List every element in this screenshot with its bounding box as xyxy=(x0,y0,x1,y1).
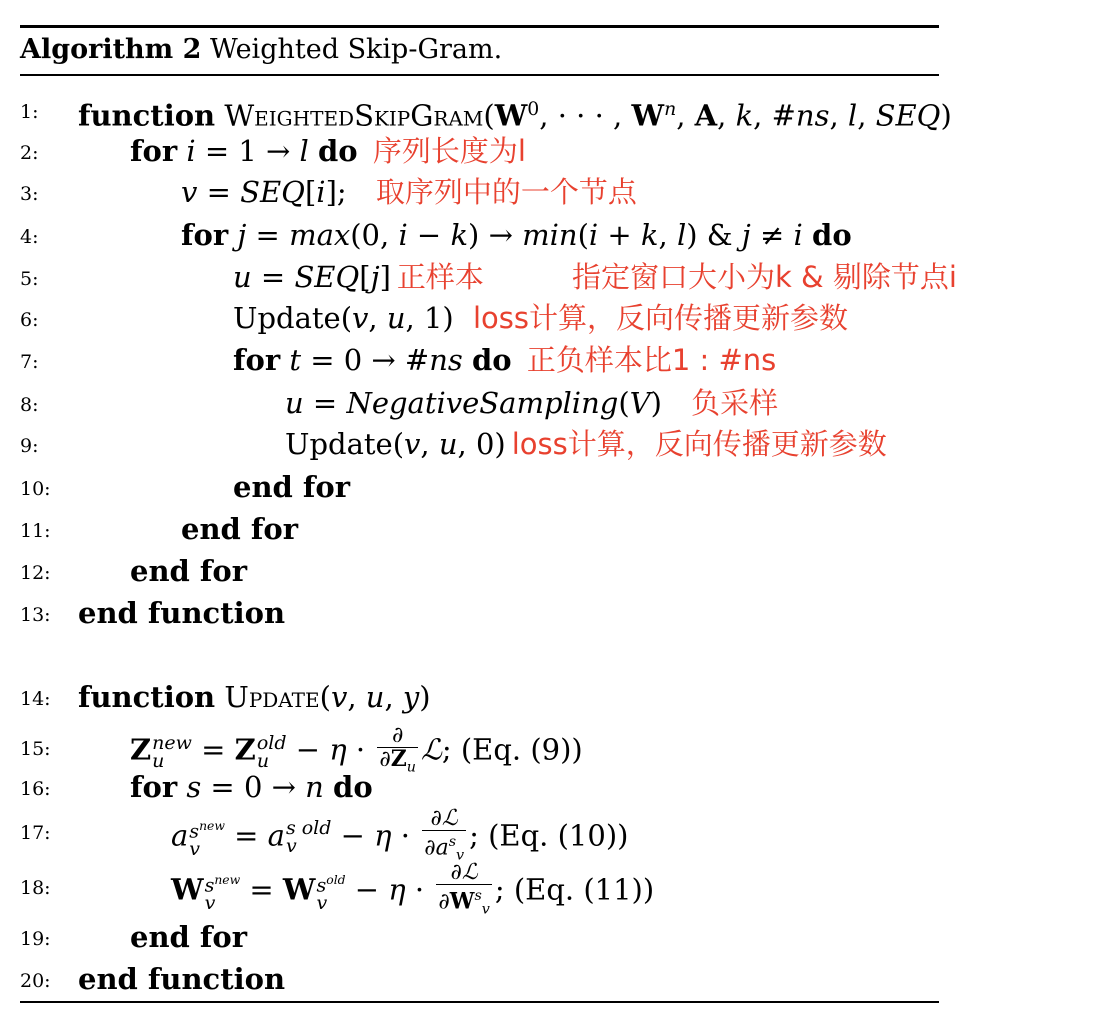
line-number: 2: xyxy=(20,142,39,164)
update-call: Update xyxy=(285,427,393,461)
keyword-end-for: end for xyxy=(181,512,299,546)
line-number: 15: xyxy=(20,738,51,760)
keyword-end-for: end for xyxy=(130,920,248,954)
line-code: Z new u = Z old u − η · $\frac{\partial}{\partial Z_u}$ ℒ; (Eq. (9)) xyxy=(130,723,583,776)
keyword-function: function xyxy=(78,98,216,133)
line-number: 1: xyxy=(20,101,39,123)
annotation: loss计算，反向传播更新参数 xyxy=(472,301,848,335)
line-number: 16: xyxy=(20,778,51,800)
keyword-for: for xyxy=(130,770,178,804)
keyword-do: do xyxy=(472,343,512,377)
line-code: u = NegativeSampling(V) 负采样 xyxy=(285,386,779,420)
line-code: W $s^{new}$ v = W $s^{old}$ v − η · $\frac{\text{∂ℒ}}{\partial W^s_v}$ ; (Eq. (11)) xyxy=(171,860,655,918)
annotation: 负采样 xyxy=(691,386,779,420)
bottom-rule xyxy=(20,1001,939,1003)
annotation: 序列长度为l xyxy=(372,134,526,168)
line-code: u = SEQ[j] 正样本 xyxy=(233,260,484,294)
line-number: 18: xyxy=(20,877,51,899)
line-number: 11: xyxy=(20,520,51,542)
caption-rule xyxy=(20,74,939,76)
keyword-end-function: end function xyxy=(78,962,286,996)
line-code: for i = 1 → l do 序列长度为l xyxy=(130,134,526,168)
keyword-do: do xyxy=(812,218,852,252)
keyword-do: do xyxy=(333,770,373,804)
line-number: 10: xyxy=(20,478,51,500)
line-number: 13: xyxy=(20,604,51,626)
annotation: 指定窗口大小为k & 剔除节点i xyxy=(572,260,957,294)
line-code: Update(v, u, 1) loss计算，反向传播更新参数 xyxy=(233,301,848,335)
line-number: 9: xyxy=(20,435,39,457)
keyword-do: do xyxy=(318,134,358,168)
keyword-for: for xyxy=(181,218,229,252)
line-number: 3: xyxy=(20,183,39,205)
keyword-for: for xyxy=(130,134,178,168)
line-number: 5: xyxy=(20,268,39,290)
keyword-for: for xyxy=(233,343,281,377)
line-code: Update(v, u, 0) loss计算，反向传播更新参数 xyxy=(285,427,887,461)
line-number: 8: xyxy=(20,394,39,416)
line-code: for t = 0 → #ns do 正负样本比1 : #ns xyxy=(233,343,777,377)
caption-label: Algorithm 2 xyxy=(20,34,202,65)
annotation: loss计算，反向传播更新参数 xyxy=(511,427,887,461)
line-number: 19: xyxy=(20,928,51,950)
line-number: 7: xyxy=(20,351,39,373)
update-call: Update xyxy=(233,301,341,335)
line-number: 17: xyxy=(20,822,51,844)
top-rule xyxy=(20,25,939,28)
keyword-end-function: end function xyxy=(78,596,286,630)
line-number: 14: xyxy=(20,688,51,710)
line-code: v = SEQ[i]; 取序列中的一个节点 xyxy=(181,175,637,209)
caption-title: Weighted Skip-Gram. xyxy=(210,34,503,65)
keyword-function: function xyxy=(78,680,216,714)
keyword-end-for: end for xyxy=(233,470,351,504)
annotation: 正负样本比1 : #ns xyxy=(526,343,777,377)
line-code: a $s^{new}$ v = a s old v − η · $\frac{\text{∂ℒ}}{\partial a^s_v}$ ; (Eq. (10)) xyxy=(171,806,629,864)
line-code: for s = 0 → n do xyxy=(130,770,373,804)
line-number: 20: xyxy=(20,970,51,992)
line-code: function $WeightedSkipGram(W^0$, · · · , $W^n$, A, k, #ns, l, SEQ) xyxy=(78,98,952,133)
line-number: 12: xyxy=(20,562,51,584)
line-number: 4: xyxy=(20,226,39,248)
annotation: 正样本 xyxy=(396,260,484,294)
function-name: WeightedSkipGram xyxy=(224,98,484,133)
algorithm-caption xyxy=(20,33,502,67)
line-code: function Update(v, u, y) xyxy=(78,680,431,714)
keyword-end-for: end for xyxy=(130,554,248,588)
line-number: 6: xyxy=(20,309,39,331)
line-code: for j = max(0, i − k) → min(i + k, l) & j ≠ i do xyxy=(181,218,852,252)
annotation: 取序列中的一个节点 xyxy=(375,175,637,209)
function-name: Update xyxy=(224,680,320,714)
